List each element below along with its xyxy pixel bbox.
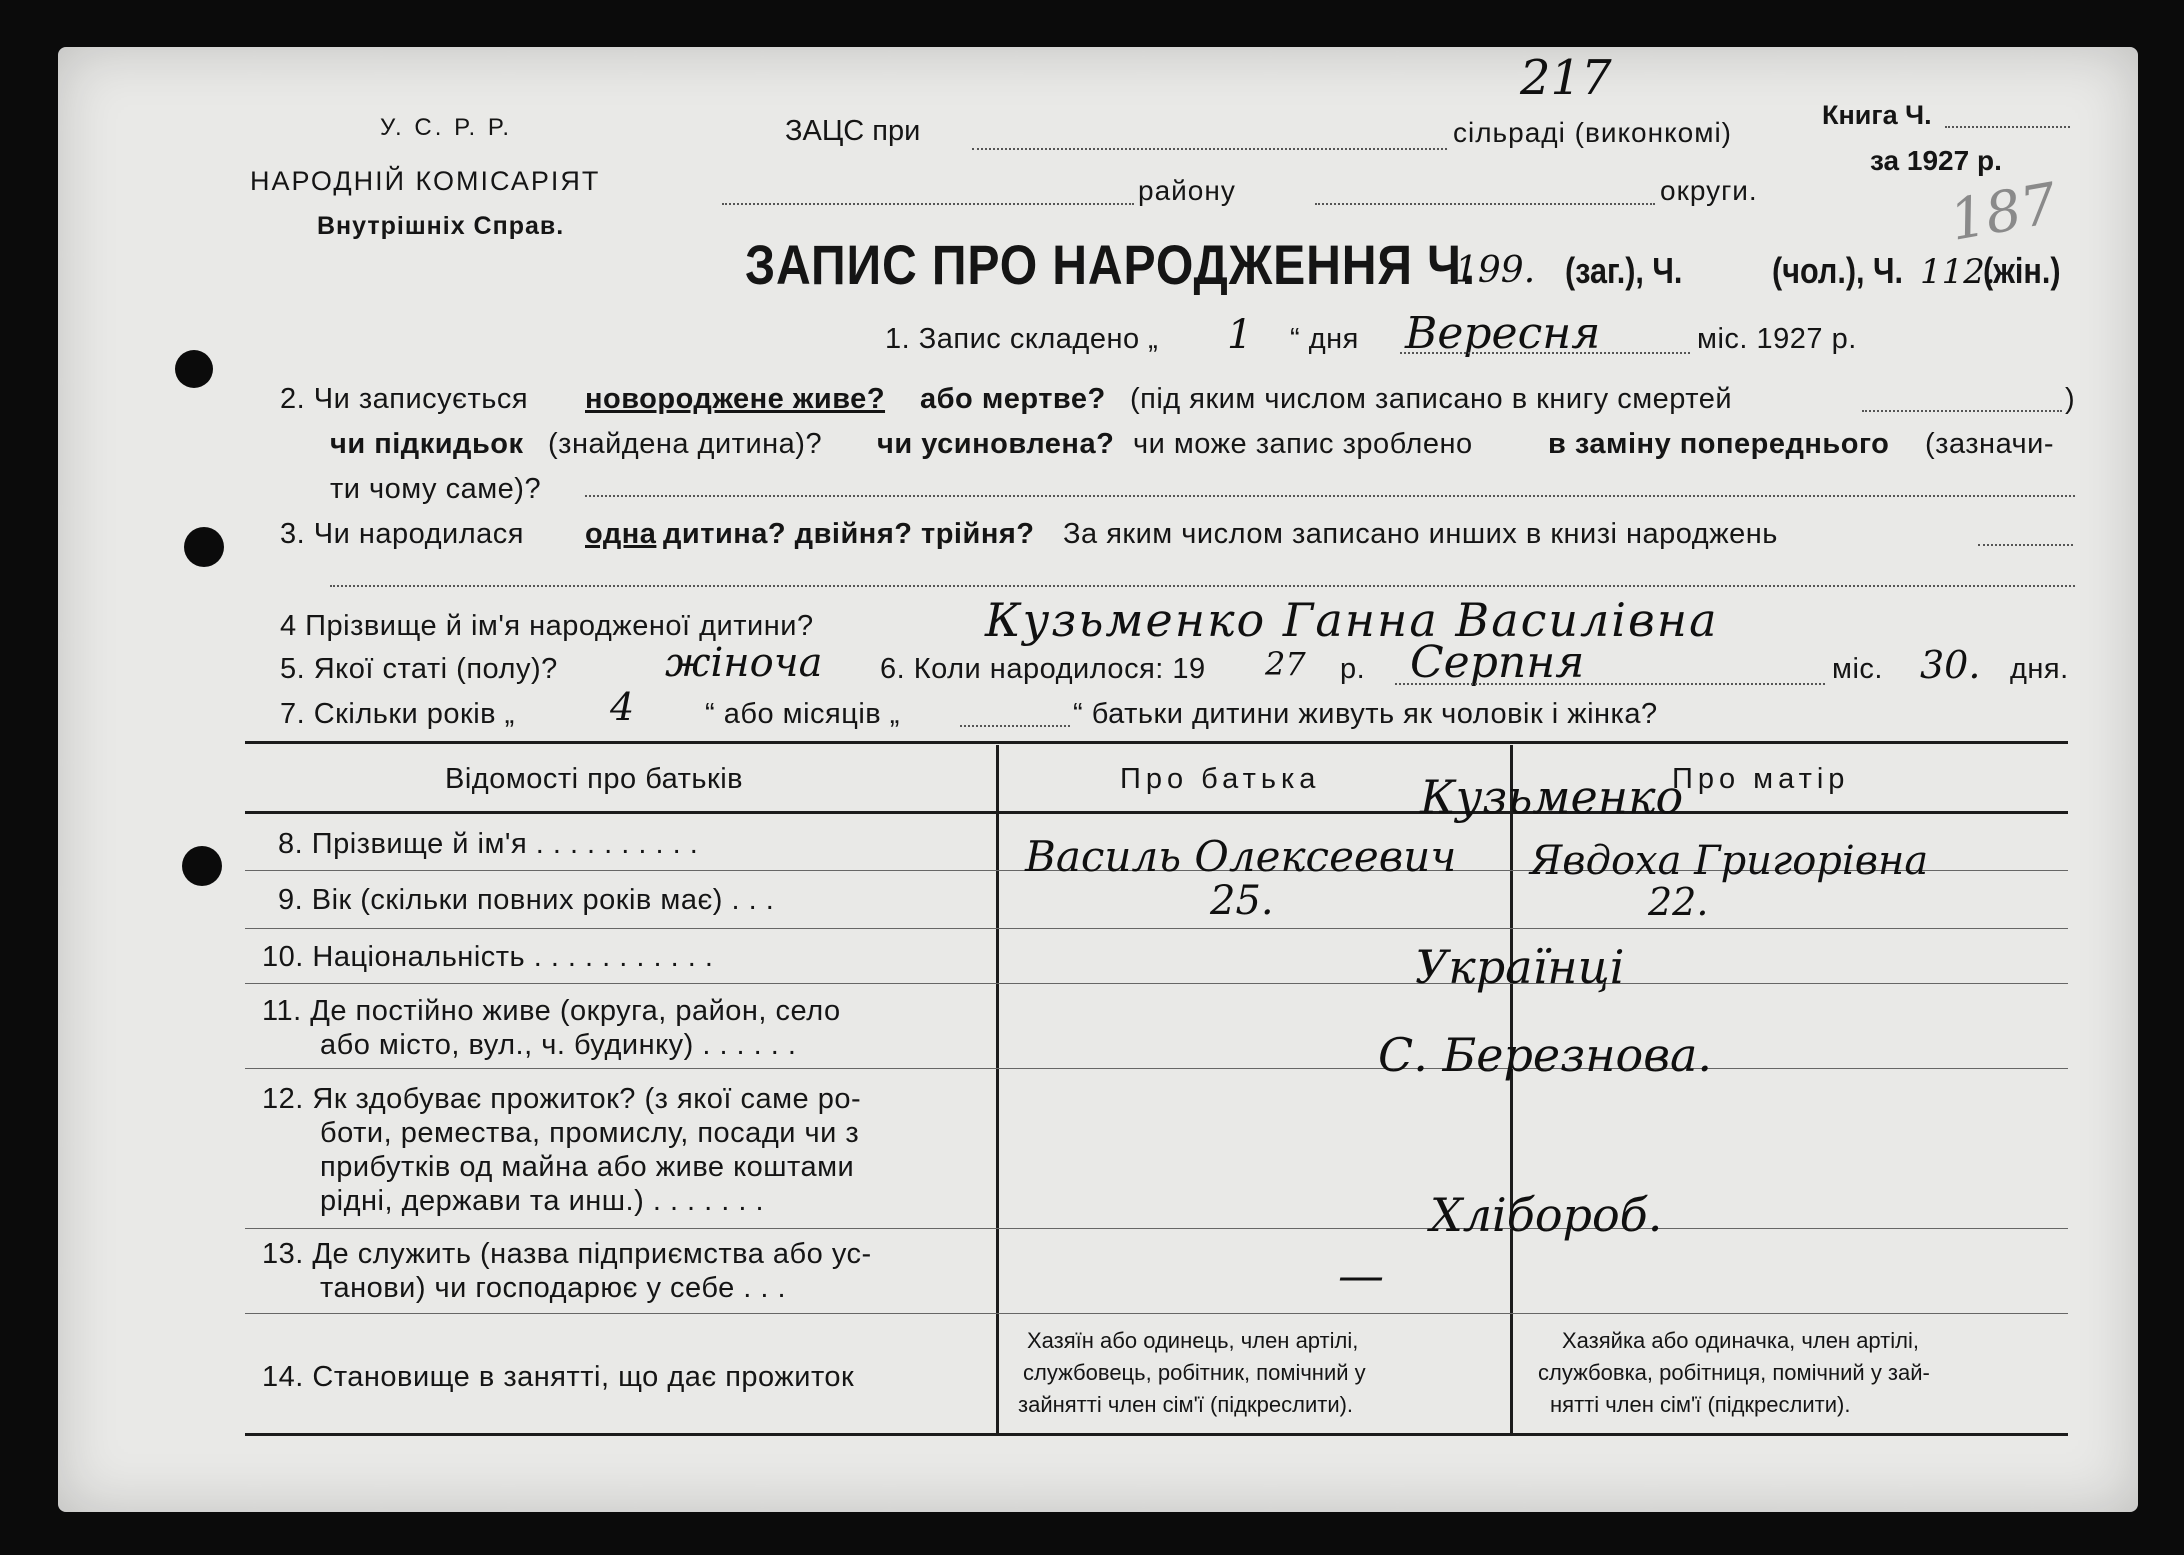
record-title: ЗАПИС ПРО НАРОДЖЕННЯ Ч. <box>745 233 1477 296</box>
q7-months-dotted-line <box>960 725 1070 727</box>
row12-label-1: 12. Як здобуває прожиток? (з якої саме ро- <box>262 1083 862 1115</box>
birth-year-r: р. <box>1340 653 1366 685</box>
birth-day-label: дня. <box>2010 653 2069 685</box>
row13-label-2: танови) чи господарює у себе . . . <box>320 1272 787 1304</box>
q2-line1-e: ) <box>2065 383 2076 415</box>
q4-label: 4 Прізвище й ім'я народженої дитини? <box>280 610 814 642</box>
q2-replacement: в заміну попереднього <box>1548 428 1890 460</box>
q2-newborn-alive: новороджене живе? <box>585 383 886 415</box>
q1-mid: “ дня <box>1290 323 1359 355</box>
commissariat-label: НАРОДНІЙ КОМІСАРІЯТ <box>250 166 601 196</box>
internal-affairs-label: Внутрішніх Справ. <box>317 212 565 240</box>
table-top-rule <box>245 741 2068 744</box>
q1-prefix: 1. Запис складено „ <box>885 323 1159 355</box>
table-bottom-rule <box>245 1433 2068 1436</box>
q5-label: 5. Якої статі (полу)? <box>280 653 558 685</box>
q3-dotted-line-2 <box>330 585 2075 587</box>
birth-day: 30. <box>1920 643 1981 687</box>
father-status-1: Хазяїн або одинець, член артілі, <box>1027 1328 1359 1353</box>
zags-label: ЗАЦС при <box>785 115 921 147</box>
q7-b: “ або місяців „ <box>705 698 900 730</box>
okrug-dotted-line <box>1315 203 1655 205</box>
birth-month: Серпня <box>1410 637 1585 688</box>
punch-hole <box>175 350 213 388</box>
row11-label-2: або місто, вул., ч. будинку) . . . . . . <box>320 1029 797 1061</box>
ussr-label: У. С. Р. Р. <box>380 114 513 141</box>
mother-name: Явдоха Григорiвна <box>1530 838 1929 884</box>
father-status-3: зайнятті член сім'ї (підкреслити). <box>1018 1392 1354 1417</box>
q2-found-child: (знайдена дитина)? <box>548 428 823 460</box>
child-name: Кузьменко Ганна Василівна <box>985 593 1719 647</box>
row-rule <box>245 928 2068 929</box>
q3-twins: дитина? двійня? трійня? <box>663 518 1035 550</box>
district-label: району <box>1138 175 1236 206</box>
mother-age: 22. <box>1648 880 1709 924</box>
okrug-label: округи. <box>1660 175 1758 206</box>
row11-label-1: 11. Де постійно живе (округа, район, село <box>262 995 841 1027</box>
zags-dotted-line <box>972 148 1447 150</box>
district-dotted-line <box>722 203 1134 205</box>
q2-specify: (зазначи- <box>1925 428 2055 460</box>
q3-dotted-line-1 <box>1978 544 2073 546</box>
book-dotted-line <box>1945 126 2070 128</box>
q3-one: одна <box>585 518 657 550</box>
year-label: за 1927 р. <box>1870 145 2002 176</box>
child-sex: жіноча <box>665 640 823 686</box>
row-rule <box>245 983 2068 984</box>
q2-line3: ти чому саме)? <box>330 473 542 505</box>
table-divider-2 <box>1510 745 1513 1433</box>
q1-suffix: міс. 1927 р. <box>1697 323 1857 355</box>
female-number: 112. <box>1920 252 1996 292</box>
q2-or-made: чи може запис зроблено <box>1133 428 1473 460</box>
row12-label-2: боти, ремества, промислу, посади чи з <box>320 1117 860 1149</box>
table-header-rule <box>245 811 2068 814</box>
mother-status-2: службовка, робітниця, помічний у зай- <box>1538 1360 1930 1385</box>
row-rule <box>245 1228 2068 1229</box>
mother-status-3: нятті член сім'ї (підкреслити). <box>1550 1392 1851 1417</box>
q2-line1-d: (під яким числом записано в книгу смертей <box>1130 383 1733 415</box>
q2-foundling: чи підкидьок <box>330 428 524 460</box>
male-label: (чол.), Ч. <box>1772 250 1904 291</box>
corner-number: 187 <box>1945 171 2062 254</box>
total-label: (заг.), Ч. <box>1565 250 1683 291</box>
row13-label-1: 13. Де служить (назва підприємства або ус- <box>262 1238 872 1270</box>
father-name: Василь Олексеевич <box>1025 832 1457 881</box>
residence: С. Березнова. <box>1378 1028 1713 1082</box>
female-label: (жін.) <box>1983 250 2061 291</box>
q2-death-dotted-line <box>1862 410 2062 412</box>
q6-label: 6. Коли народилося: 19 <box>880 653 1206 685</box>
father-status-2: службовець, робітник, помічний у <box>1023 1360 1366 1385</box>
q3-a: 3. Чи народилася <box>280 518 524 550</box>
q1-day: 1 <box>1227 312 1253 358</box>
birth-month-dotted-line <box>1395 683 1825 685</box>
row9-label: 9. Вік (скільки повних років має) . . . <box>278 884 775 916</box>
q7-c: “ батьки дитини живуть як чоловік і жінка? <box>1073 698 1658 730</box>
q7-years: 4 <box>610 685 635 729</box>
birth-month-mis: міс. <box>1832 653 1883 685</box>
row8-label: 8. Прізвище й ім'я . . . . . . . . . . <box>278 828 699 860</box>
total-number: 199. <box>1455 250 1536 291</box>
q1-month: Вересня <box>1405 308 1601 359</box>
row-rule <box>245 1068 2068 1069</box>
table-header-parents: Відомості про батьків <box>445 763 744 795</box>
punch-hole <box>182 846 222 886</box>
row10-label: 10. Національність . . . . . . . . . . . <box>262 941 714 973</box>
father-age: 25. <box>1210 878 1274 924</box>
q2-adopted: чи усиновлена? <box>877 428 1115 460</box>
q3-d: За яким числом записано инших в книзі народжень <box>1063 518 1778 550</box>
q2-line1-a: 2. Чи записується <box>280 383 529 415</box>
q7-a: 7. Скільки років „ <box>280 698 515 730</box>
row12-label-4: рідні, держави та инш.) . . . . . . . <box>320 1185 765 1217</box>
village-council-label: сільраді (виконкомі) <box>1453 117 1732 148</box>
row12-label-3: прибутків од майна або живе коштами <box>320 1151 855 1183</box>
q2-or-dead: або мертве? <box>920 383 1106 415</box>
table-header-father: Про батька <box>1120 763 1321 795</box>
q1-dotted-line <box>1400 352 1690 354</box>
row14-label: 14. Становище в занятті, що дає прожиток <box>262 1361 855 1393</box>
book-label: Книга Ч. <box>1822 100 1932 130</box>
common-surname: Кузьменко <box>1420 770 1684 824</box>
table-divider-1 <box>996 745 999 1433</box>
workplace-dash: — <box>1338 1248 1384 1302</box>
row-rule <box>245 1313 2068 1314</box>
stamp-number: 217 <box>1520 50 1612 106</box>
birth-year: 27 <box>1265 645 1306 683</box>
mother-status-1: Хазяйка або одиначка, член артілі, <box>1562 1328 1919 1353</box>
q2-reason-dotted-line <box>585 495 2075 497</box>
occupation: Хлібороб. <box>1430 1188 1663 1242</box>
table-header-mother: Про матір <box>1672 763 1850 795</box>
nationality: Українці <box>1415 940 1625 994</box>
punch-hole <box>184 527 224 567</box>
